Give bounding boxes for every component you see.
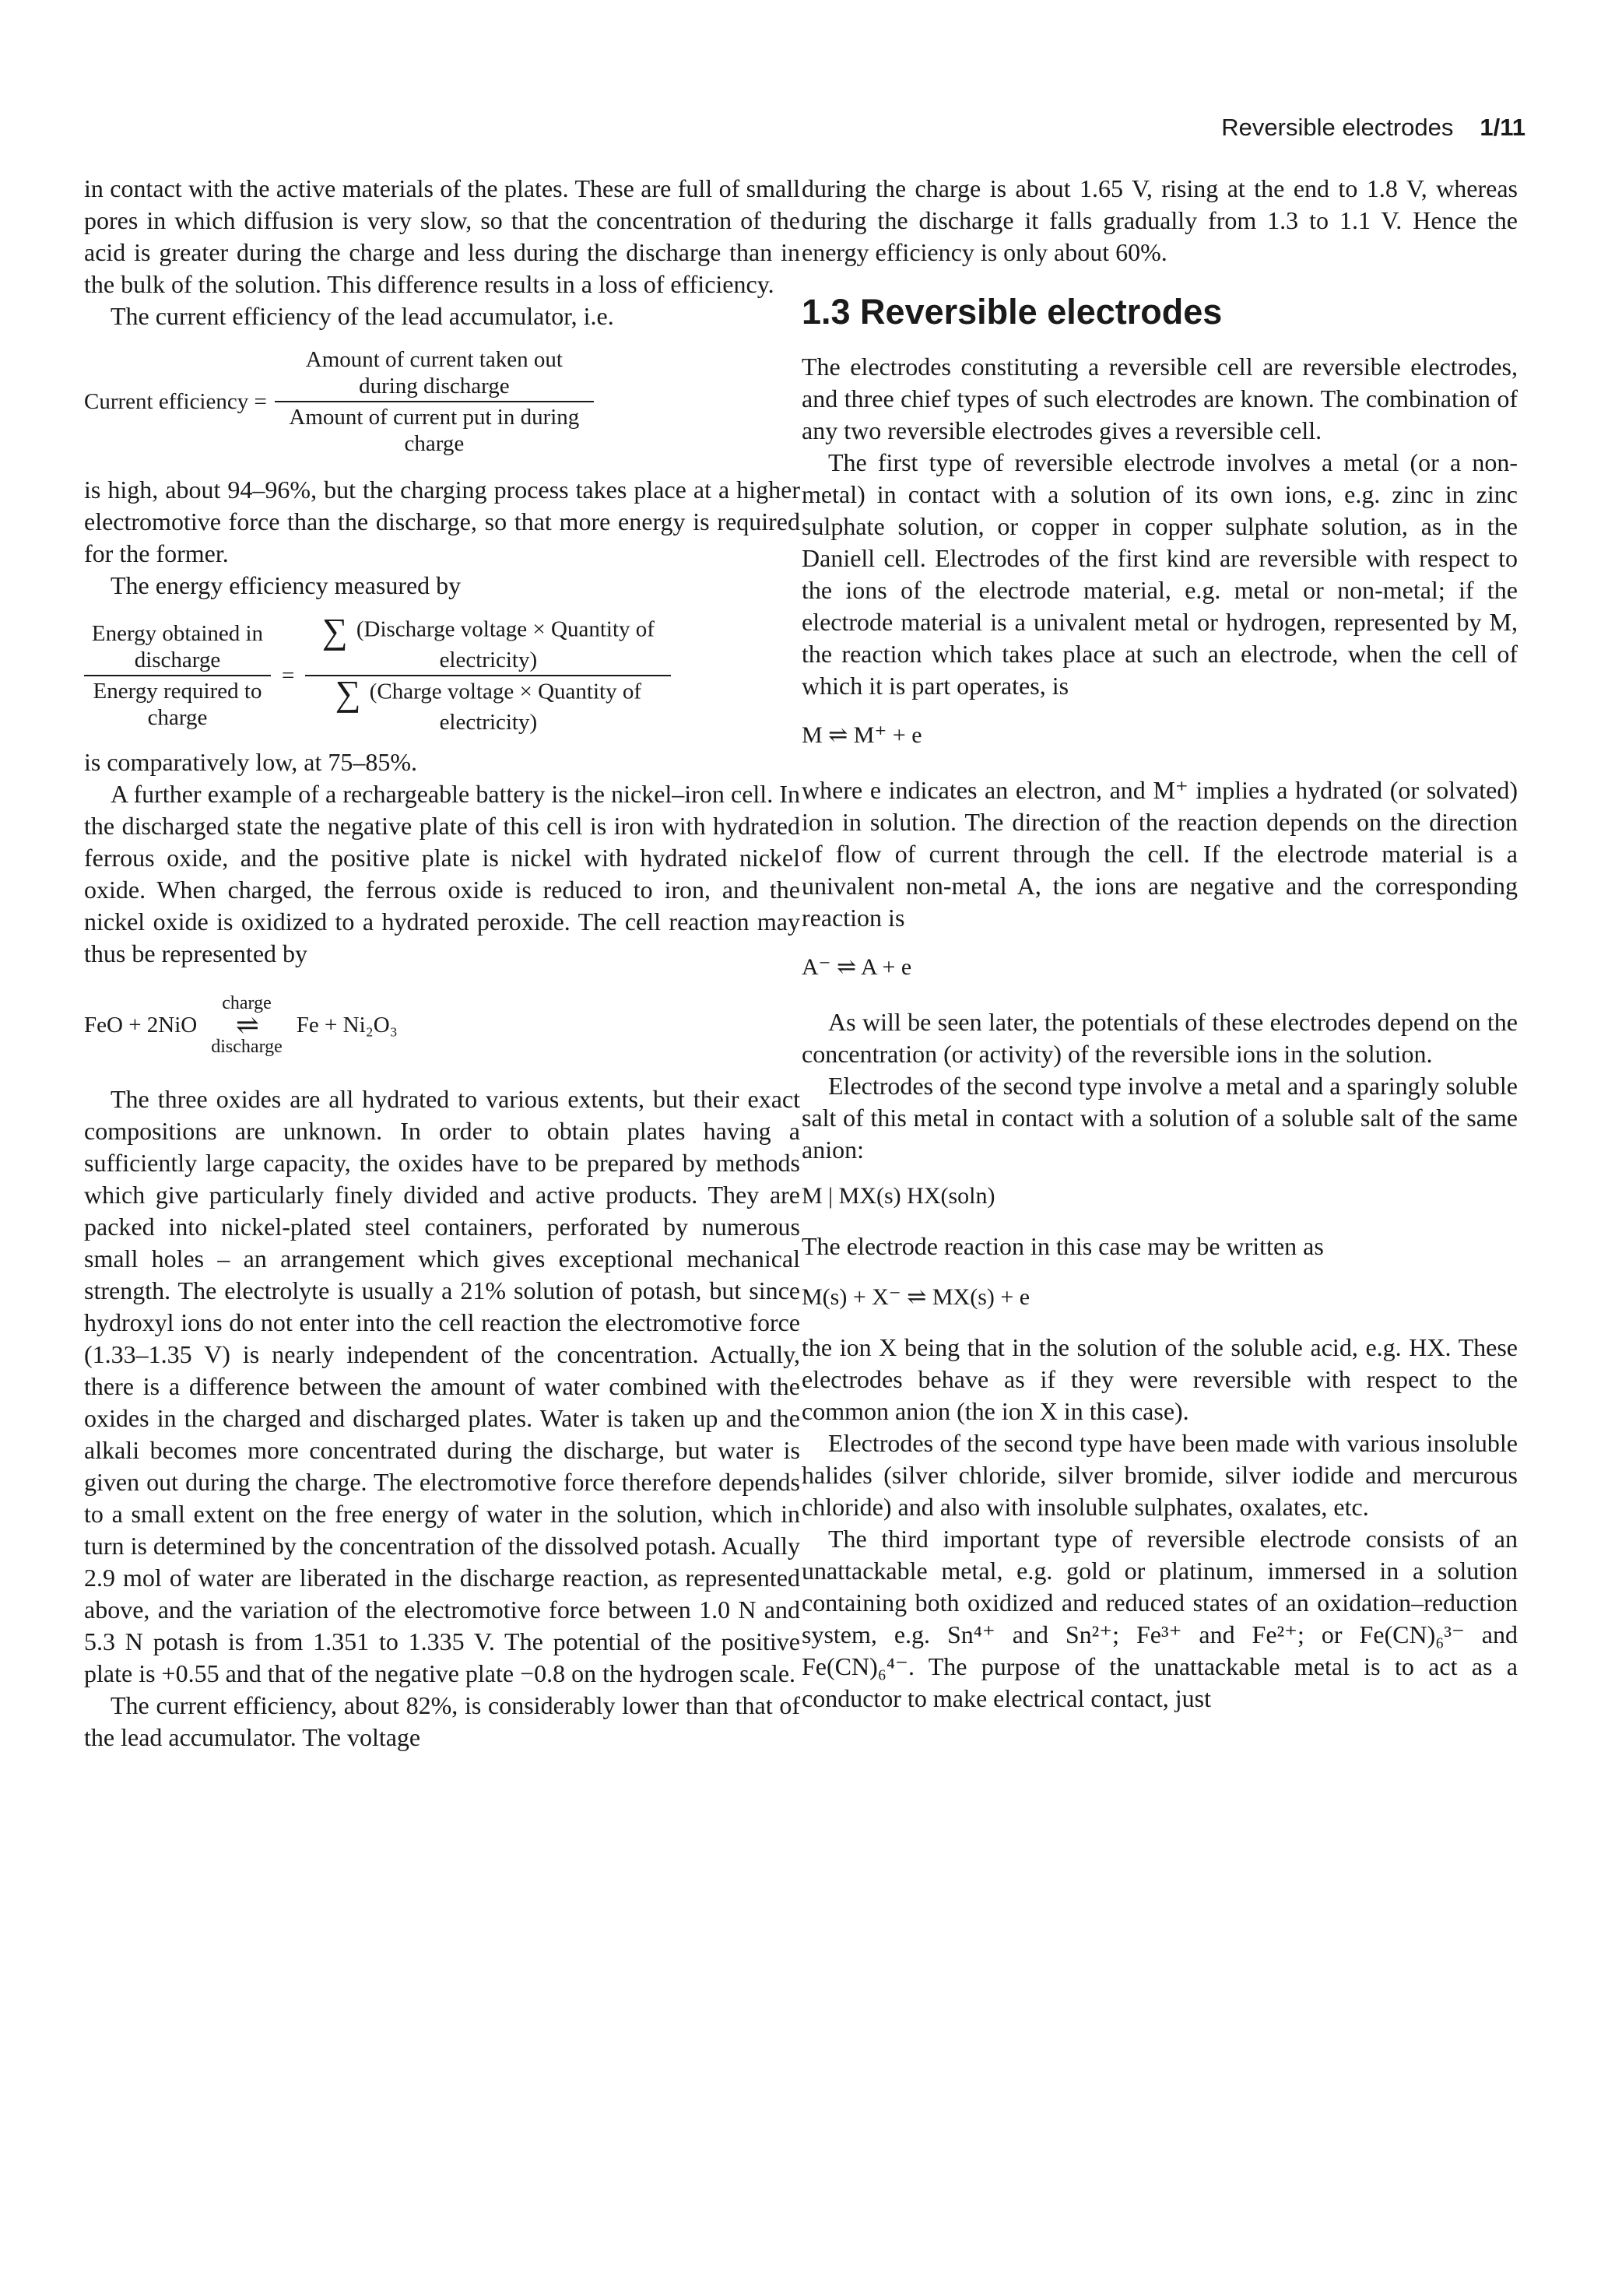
running-head-title: Reversible electrodes xyxy=(1221,114,1454,141)
nickel-iron-reaction xyxy=(84,993,800,1057)
reaction-arrow xyxy=(211,993,283,1057)
paragraph: in contact with the active materials of the plates. These are full of small pores in which diffusion is very slow, so that the concentration of the acid is greater during the charge and less during the discharge than in the bulk of the solution. This difference results in a loss of efficiency. xyxy=(84,174,800,298)
fraction xyxy=(84,620,271,731)
fraction xyxy=(305,611,671,735)
fraction xyxy=(275,346,594,457)
arrow-label-bottom: discharge xyxy=(211,1037,283,1057)
paragraph: Electrodes of the second type involve a metal and a sparingly soluble salt of this metal in contact with a solution of a soluble salt of the same anion: xyxy=(802,1072,1518,1164)
equation: M(s) + X⁻ ⇌ MX(s) + e xyxy=(802,1284,1030,1310)
paragraph: The energy efficiency measured by xyxy=(111,571,462,599)
fraction-denominator: Energy required to charge xyxy=(93,679,262,730)
sigma-symbol: ∑ xyxy=(335,673,361,713)
reaction-rhs: Fe + Ni₂O₃ xyxy=(296,1013,398,1037)
section-heading: 1.3 Reversible electrodes xyxy=(802,292,1223,332)
paragraph: is comparatively low, at 75–85%. xyxy=(84,748,418,776)
paragraph: the ion X being that in the solution of the soluble acid, e.g. HX. These electrodes behave as if they were reversible with respect to the common anion (the ion X in this case). xyxy=(802,1333,1518,1425)
paragraph: The third important type of reversible electrode consists of an unattackable metal, e.g. gold or platinum, immersed in a solution containing both oxidized and reduced states of an oxidation–reduction system, e.g. Sn⁴⁺ and Sn²⁺; Fe³⁺ and Fe²⁺; or Fe(CN)₆³⁻ and Fe(CN)₆⁴⁻. The purpose of the unattackable metal is to act as a conductor to make electrical contact, just xyxy=(802,1525,1518,1712)
paragraph: The electrode reaction in this case may be written as xyxy=(802,1232,1324,1260)
equation: M | MX(s) HX(soln) xyxy=(802,1183,995,1209)
paragraph: The electrodes constituting a reversible cell are reversible electrodes, and three chief types of such electrodes are known. The combination of any two reversible electrodes gives a reversible cell. xyxy=(802,353,1518,444)
paragraph: The current efficiency of the lead accumulator, i.e. xyxy=(111,302,614,330)
paragraph: during the charge is about 1.65 V, rising at the end to 1.8 V, whereas during the discharge it falls gradually from 1.3 to 1.1 V. Hence the energy efficiency is only about 60%. xyxy=(802,174,1518,266)
fraction-denominator: Amount of current put in during charge xyxy=(289,405,580,456)
reaction-lhs: FeO + 2NiO xyxy=(84,1013,198,1037)
sigma-symbol: ∑ xyxy=(321,611,348,651)
fraction-numerator xyxy=(305,611,671,676)
equation: A⁻ ⇌ A + e xyxy=(802,954,912,980)
paragraph: A further example of a rechargeable battery is the nickel–iron cell. In the discharged state the negative plate of this cell is iron with hydrated ferrous oxide, and the positive plate is nickel with hydrated nickel oxide. When charged, the ferrous oxide is reduced to iron, and the nickel oxide is oxidized to a hydrated peroxide. The cell reaction may thus be represented by xyxy=(84,780,800,967)
fraction-numerator: Energy obtained in discharge xyxy=(84,620,271,676)
left-column xyxy=(84,173,800,1754)
paragraph: The three oxides are all hydrated to various extents, but their exact compositions are unknown. In order to obtain plates having a sufficiently large capacity, the oxides have to be prepared by methods which give particularly finely divided and active products. They are packed into nickel-plated steel containers, perforated by numerous small holes – an arrangement which gives exceptional mechanical strength. The electrolyte is usually a 21% solution of potash, but since hydroxyl ions do not enter into the cell reaction the electromotive force (1.33–1.35 V) is nearly independent of the concentration. Actually, there is a difference between the amount of water combined with the oxides in the charged and discharged plates. Water is taken up and the alkali becomes more concentrated during the discharge, but water is given out during the charge. The electromotive force therefore depends to a small extent on the free energy of water in the solution, which in turn is determined by the concentration of the dissolved potash. Acually 2.9 mol of water are liberated in the discharge reaction, as represented above, and the variation of the electromotive force between 1.0 N and 5.3 N potash is from 1.351 to 1.335 V. The potential of the positive plate is +0.55 and that of the negative plate −0.8 on the hydrogen scale. xyxy=(84,1085,800,1687)
equation: M ⇌ M⁺ + e xyxy=(802,722,922,748)
paragraph: Electrodes of the second type have been made with various insoluble halides (silver chloride, silver bromide, silver iodide and mercurous chloride) and also with insoluble sulphates, oxalates, etc. xyxy=(802,1429,1518,1521)
paragraph: where e indicates an electron, and M⁺ implies a hydrated (or solvated) ion in solution. The direction of the reaction depends on the direction of flow of current through the cell. If the electrode material is a univalent non-metal A, the ions are negative and the corresponding reaction is xyxy=(802,776,1518,932)
energy-efficiency-equation xyxy=(84,611,800,735)
current-efficiency-equation xyxy=(84,346,800,457)
paragraph: The first type of reversible electrode involves a metal (or a non-metal) in contact with a solution of its own ions, e.g. zinc in zinc sulphate solution, or copper in copper sulphate solution, as in the Daniell cell. Electrodes of the first kind are reversible with respect to the ions of the electrode material, e.g. metal or non-metal; if the electrode material is a univalent metal or hydrogen, represented by M, the reaction which takes place at such an electrode, when the cell of which it is part operates, is xyxy=(802,448,1518,700)
paragraph: is high, about 94–96%, but the charging process takes place at a higher electromotive force than the discharge, so that more energy is required for the former. xyxy=(84,476,800,567)
arrow-label-top: charge xyxy=(222,993,272,1013)
right-column xyxy=(802,173,1518,1715)
equilibrium-arrow-icon: ⇌ xyxy=(235,1009,258,1041)
paragraph: The current efficiency, about 82%, is considerably lower than that of the lead accumulator. The voltage xyxy=(84,1691,800,1751)
equation-lhs: Current efficiency = xyxy=(84,389,267,414)
fraction-denominator xyxy=(305,673,671,735)
running-head xyxy=(1090,114,1525,142)
page-number: 1/11 xyxy=(1480,114,1525,141)
denominator-text: (Charge voltage × Quantity of electricity) xyxy=(369,679,641,735)
fraction-numerator: Amount of current taken out during discharge xyxy=(275,346,594,402)
paragraph: As will be seen later, the potentials of these electrodes depend on the concentration (or activity) of the reversible ions in the solution. xyxy=(802,1008,1518,1068)
equals-sign: = xyxy=(282,663,295,688)
numerator-text: (Discharge voltage × Quantity of electricity) xyxy=(356,616,655,672)
